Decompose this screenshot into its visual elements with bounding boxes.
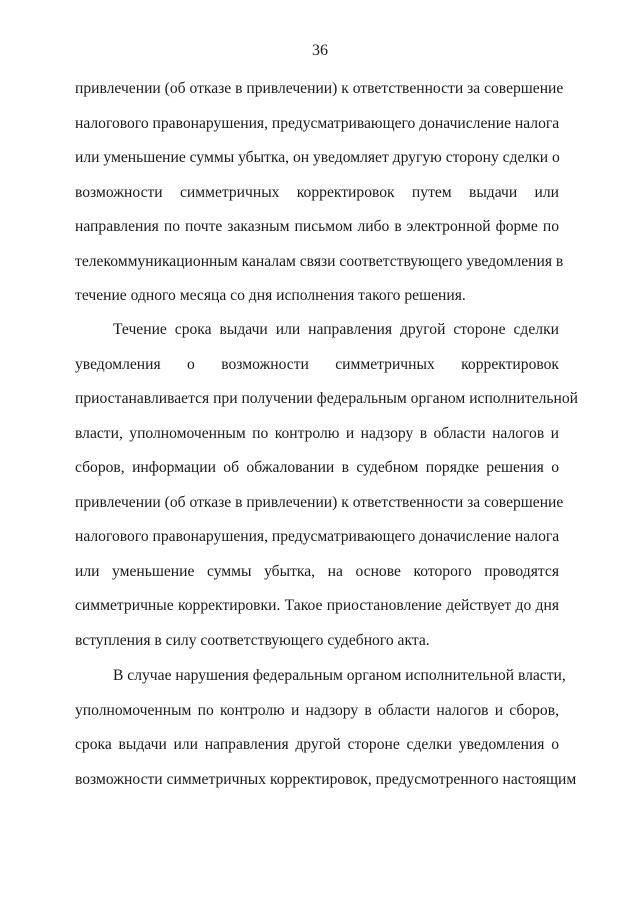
- text-line: привлечении (об отказе в привлечении) к ответственности за совершение: [75, 493, 564, 511]
- text-line: власти, уполномоченным по контролю и надзору в области налогов и: [75, 424, 559, 442]
- text-line: привлечении (об отказе в привлечении) к ответственности за совершение: [75, 80, 564, 97]
- text-line: течение одного месяца со дня исполнения такого решения.: [75, 287, 466, 304]
- text-line: Течение срока выдачи или направления другой стороне сделки: [113, 321, 559, 338]
- text-line: направления по почте заказным письмом либо в электронной форме по: [75, 218, 559, 235]
- text-line: сборов, информации об обжаловании в судебном порядке решения о: [75, 459, 559, 476]
- text-line: налогового правонарушения, предусматривающего доначисление налога: [75, 528, 560, 545]
- text-line: уведомления о возможности симметричных корректировок: [75, 355, 559, 373]
- text-line: В случае нарушения федеральным органом исполнительной власти,: [113, 667, 566, 684]
- page-number: 36: [312, 42, 328, 59]
- text-line: симметричные корректировки. Такое приостановление действует до дня: [75, 597, 559, 614]
- text-line: или уменьшение суммы убытка, на основе которого проводятся: [75, 562, 559, 580]
- text-line: срока выдачи или направления другой стороне сделки уведомления о: [75, 736, 559, 753]
- paragraph-3: [75, 659, 577, 797]
- text-line: приостанавливается при получении федеральным органом исполнительной: [75, 390, 578, 407]
- text-line: возможности симметричных корректировок, предусмотренного настоящим: [75, 770, 577, 788]
- paragraph-2: [75, 313, 578, 658]
- text-line: или уменьшение суммы убытка, он уведомляет другую сторону сделки о: [75, 149, 560, 166]
- text-line: уполномоченным по контролю и надзору в области налогов и сборов,: [75, 701, 559, 719]
- text-line: телекоммуникационным каналам связи соответствующего уведомления в: [75, 252, 564, 270]
- paragraph-1: [75, 72, 564, 314]
- text-line: налогового правонарушения, предусматривающего доначисление налога: [75, 114, 560, 132]
- text-line: возможности симметричных корректировок путем выдачи или: [75, 183, 559, 201]
- text-line: вступления в силу соответствующего судебного акта.: [75, 631, 430, 649]
